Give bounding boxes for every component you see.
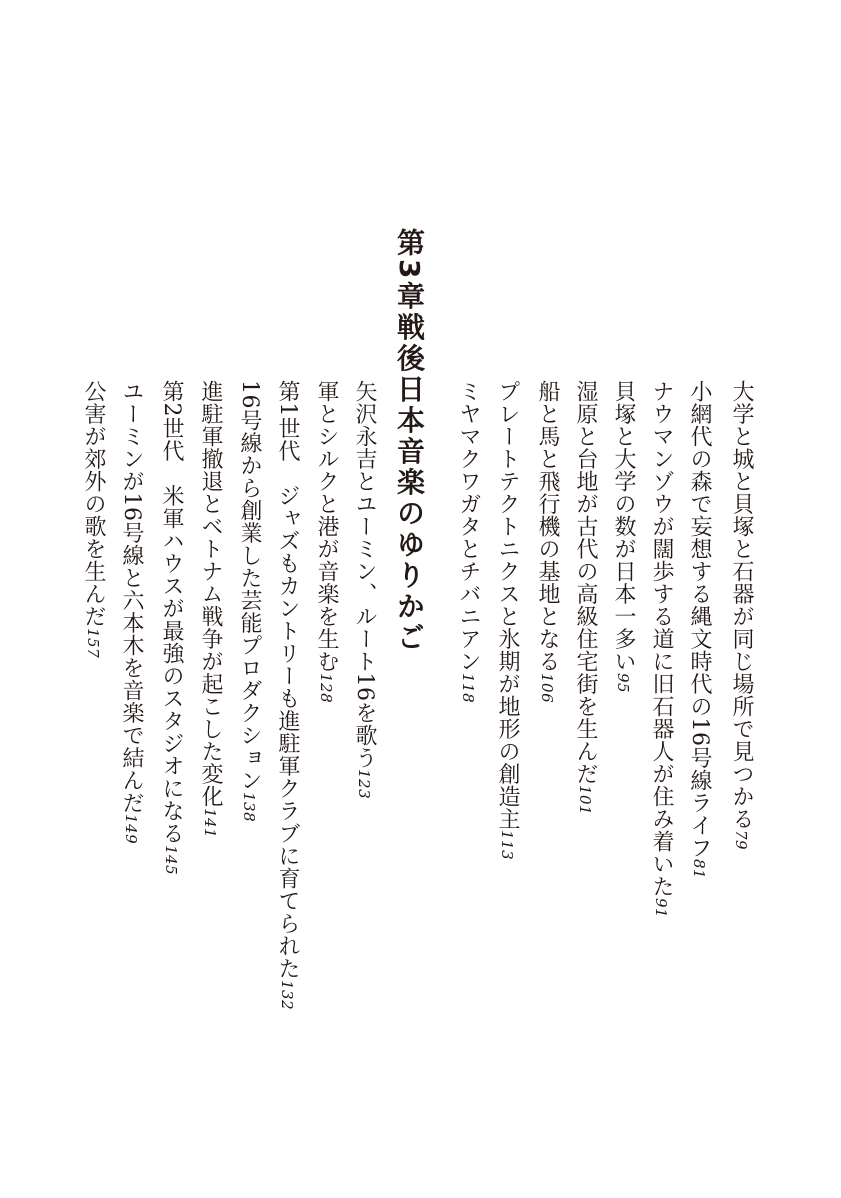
entry-title: 船と馬と飛行機の基地となる [535,380,560,673]
entry-page-number: 118 [459,672,477,703]
entry-page-number: 79 [732,830,750,851]
entry-page-number: 91 [652,897,670,918]
entry-title: 進駐軍撤退とベトナム戦争が起こした変化 [198,380,223,808]
entry-title: 湿原と台地が古代の高級住宅街を生んだ [573,380,598,785]
entry-page-number: 149 [122,814,140,845]
entry-page-number: 81 [690,859,708,880]
entry-title: 軍とシルクと港が音楽を生む [314,380,339,673]
toc-entry [158,380,204,875]
entry-title: ユーミンが16号線と六本木を音楽で結んだ [119,380,144,814]
entry-title: 第1世代 ジャズもカントリーも進駐軍クラブに育てられた [275,380,300,980]
entry-page-number: 101 [576,785,594,816]
entry-title: 矢沢永吉とユーミン、ルート16を歌う [352,380,377,769]
entry-page-number: 123 [355,769,373,800]
entry-title: 公害が郊外の歌を生んだ [81,380,106,628]
toc-entry [534,380,580,703]
entry-page-number: 132 [278,979,296,1010]
chapter-number: 第3章 [393,228,426,313]
entry-page-number: 145 [162,844,180,875]
entry-title: 貝塚と大学の数が日本一多い [611,380,636,673]
entry-page-number: 157 [84,627,102,658]
entry-page-number: 138 [240,791,258,822]
chapter-title: 戦後日本音楽のゆりかご [393,312,426,654]
entry-page-number: 113 [498,830,516,861]
entry-title: 大学と城と貝塚と石器が同じ場所で見つかる [729,380,754,830]
entry-title: 16号線から創業した芸能プロダクション [237,380,262,792]
entry-title: プレートテクトニクスと氷期が地形の創造主 [495,380,520,830]
toc-entry [80,380,126,658]
entry-page-number: 95 [614,672,632,693]
chapter-heading [392,228,426,653]
toc-entry [455,380,501,703]
entry-title: 小網代の森で妄想する縄文時代の16号線ライフ [687,380,712,859]
toc-entry [728,380,774,850]
entry-title: ミヤマクワガタとチバニアン [456,380,481,673]
entry-page-number: 128 [317,672,335,703]
entry-title: ナウマンゾウが闊歩する道に旧石器人が住み着いた [649,380,674,898]
entry-title: 第2世代 米軍ハウスが最強のスタジオになる [159,380,184,845]
entry-page-number: 141 [201,807,219,838]
entry-page-number: 106 [538,672,556,703]
